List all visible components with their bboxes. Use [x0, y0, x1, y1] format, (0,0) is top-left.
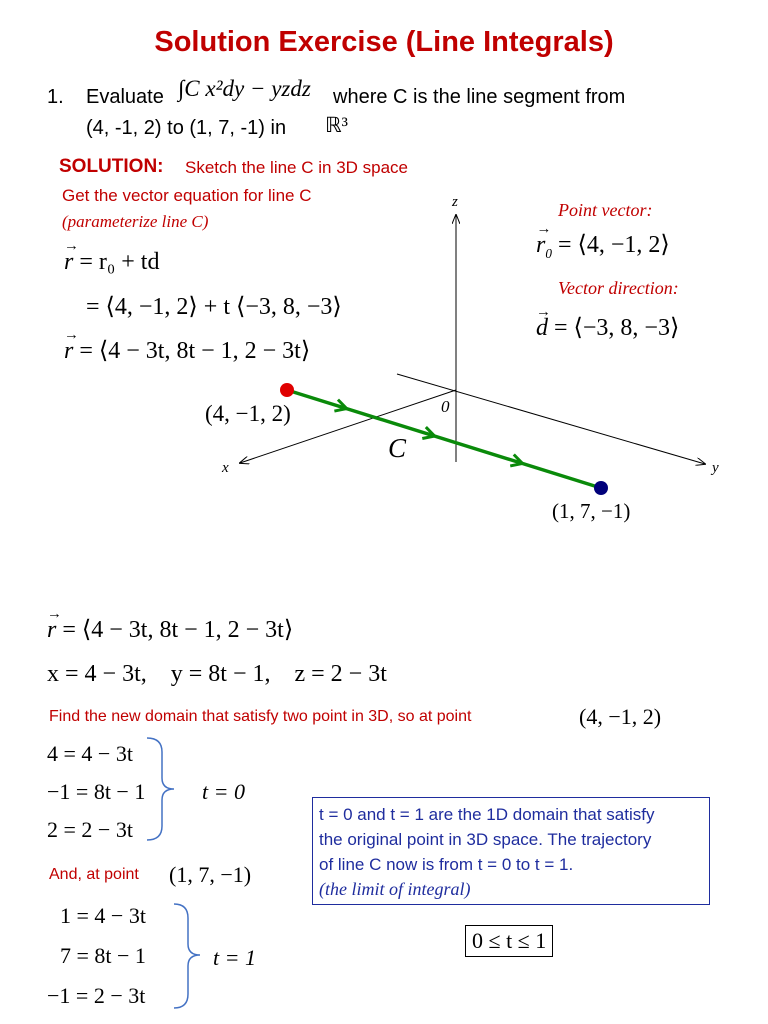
system1-eq3: 2 = 2 − 3t [47, 817, 133, 842]
d-vector-symbol: → d [536, 315, 548, 342]
problem-space: ℝ³ [325, 113, 348, 137]
xyz-equations: x = 4 − 3t, y = 8t − 1, z = 2 − 3t [47, 661, 387, 687]
box-note: (the limit of integral) [319, 879, 471, 899]
x-axis-label: x [222, 460, 229, 476]
problem-integral: ∫C x²dy − yzdz [178, 76, 311, 101]
solution-sketch: Sketch the line C in 3D space [185, 158, 409, 177]
page-title: Solution Exercise (Line Integrals) [154, 26, 614, 58]
system2-eq1: 1 = 4 − 3t [60, 903, 146, 928]
r-vector-symbol: → r [47, 617, 56, 644]
point1-label: (4, −1, 2) [579, 704, 662, 729]
problem-line2: (4, -1, 2) to (1, 7, -1) in [86, 117, 287, 139]
equation-1-rhs: = r₀ + td [79, 249, 160, 275]
equation-3-rhs: = ⟨4 − 3t, 8t − 1, 2 − 3t⟩ [79, 338, 311, 364]
point2-label: (1, 7, −1) [169, 862, 252, 887]
problem-evaluate: Evaluate [86, 86, 164, 108]
vector-direction-value: = ⟨−3, 8, −3⟩ [554, 315, 680, 341]
explanation-box [312, 797, 710, 905]
solution-label: SOLUTION: [59, 156, 164, 177]
r-vector-symbol: → r [64, 249, 73, 276]
box-line-2: the original point in 3D space. The trajectory [319, 830, 652, 849]
t0-result: t = 0 [202, 779, 245, 804]
point-vector-label: Point vector: [558, 200, 653, 220]
r-vector-symbol: → r [64, 338, 73, 365]
system2-eq2: 7 = 8t − 1 [60, 943, 146, 968]
brace-icon [147, 738, 174, 840]
box-line-1: t = 0 and t = 1 are the 1D domain that satisfy [319, 805, 655, 824]
find-domain-text: Find the new domain that satisfy two point in 3D, so at point [49, 708, 472, 725]
box-line-3: of line C now is from t = 0 to t = 1. [319, 855, 574, 874]
end-point-label: (1, 7, −1) [552, 499, 631, 523]
solution-get-vector: Get the vector equation for line C [62, 186, 312, 205]
y-axis-label: y [712, 460, 719, 476]
brace-icon [174, 904, 200, 1008]
r-equation-lower-rhs: = ⟨4 − 3t, 8t − 1, 2 − 3t⟩ [62, 617, 294, 643]
problem-number: 1. [47, 86, 64, 108]
r0-vector-symbol: → $r_0$ [536, 232, 552, 262]
answer-box: 0 ≤ t ≤ 1 [465, 925, 553, 957]
system1-eq2: −1 = 8t − 1 [47, 779, 146, 804]
system2-eq3: −1 = 2 − 3t [47, 983, 146, 1008]
start-point-label: (4, −1, 2) [205, 401, 291, 426]
equation-2: = ⟨4, −1, 2⟩ + t ⟨−3, 8, −3⟩ [86, 294, 342, 320]
curve-label: C [388, 433, 407, 463]
problem-where: where C is the line segment from [333, 86, 626, 108]
z-axis-label: z [452, 194, 458, 210]
and-at-point-text: And, at point [49, 866, 139, 883]
solution-parameterize: (parameterize line C) [62, 212, 209, 231]
t1-result: t = 1 [213, 945, 256, 970]
point-vector-value: = ⟨4, −1, 2⟩ [557, 232, 670, 258]
vector-direction-label: Vector direction: [558, 278, 679, 298]
origin-label: 0 [441, 397, 450, 416]
system1-eq1: 4 = 4 − 3t [47, 741, 133, 766]
